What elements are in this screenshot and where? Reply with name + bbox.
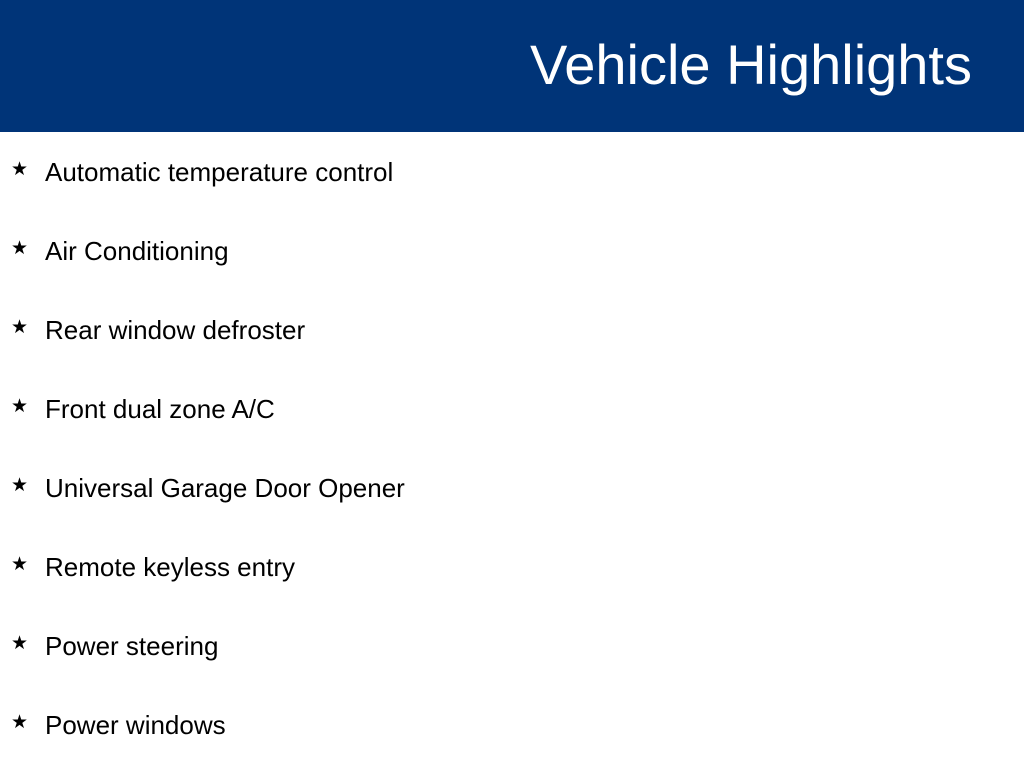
list-item-label: Universal Garage Door Opener <box>45 473 405 503</box>
list-item <box>0 606 1024 685</box>
star-icon: ★ <box>11 474 29 496</box>
list-item-label: Automatic temperature control <box>45 157 394 187</box>
star-icon: ★ <box>11 395 29 417</box>
list-item-label: Air Conditioning <box>45 236 229 266</box>
list-item <box>0 685 1024 764</box>
list-item <box>0 211 1024 290</box>
list-item <box>0 290 1024 369</box>
list-item <box>0 527 1024 606</box>
list-item-label: Rear window defroster <box>45 315 306 345</box>
star-icon: ★ <box>11 553 29 575</box>
star-icon: ★ <box>11 237 29 259</box>
star-icon: ★ <box>11 158 29 180</box>
list-item-label: Power steering <box>45 631 219 661</box>
list-item-label: Front dual zone A/C <box>45 394 275 424</box>
star-icon: ★ <box>11 316 29 338</box>
page-title: Vehicle Highlights <box>529 33 972 96</box>
list-item <box>0 132 1024 211</box>
header-banner <box>0 0 1024 132</box>
star-icon: ★ <box>11 711 29 733</box>
highlights-list <box>0 132 1024 764</box>
list-item <box>0 369 1024 448</box>
list-item <box>0 448 1024 527</box>
star-icon: ★ <box>11 632 29 654</box>
list-item-label: Remote keyless entry <box>45 552 295 582</box>
list-item-label: Power windows <box>45 710 226 740</box>
